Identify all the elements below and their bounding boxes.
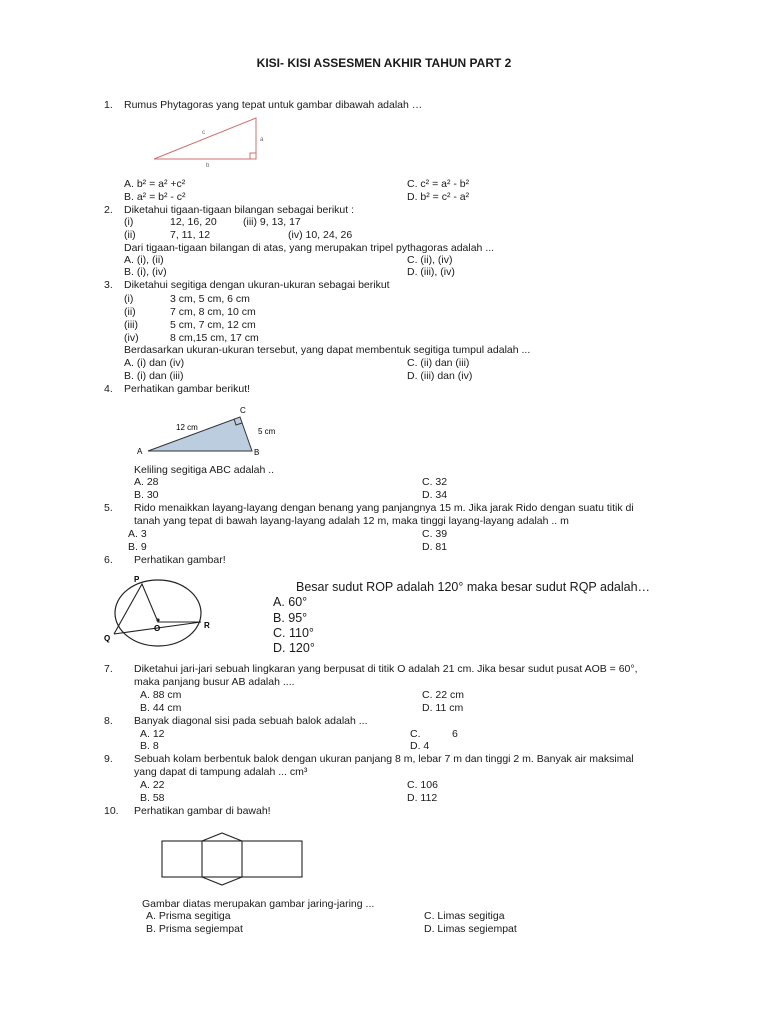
option-d: D. b² = c² - a² (407, 191, 470, 203)
item-label: (iv) (124, 332, 139, 344)
option-c-value: 6 (452, 728, 458, 740)
question-text: Sebuah kolam berbentuk balok dengan ukuran panjang 8 m, lebar 7 m dan tinggi 2 m. Banyak air maksimal (134, 753, 634, 765)
option-d: D. (iii) dan (iv) (407, 370, 473, 382)
option-b: B. 8 (140, 740, 159, 752)
right-triangle-figure (150, 115, 264, 169)
option-d: D. 11 cm (422, 702, 464, 714)
option-c: C. c² = a² - b² (407, 178, 470, 190)
question-text: tanah yang tepat di bawah layang-layang adalah 12 m, maka tinggi layang-layang adalah .. m (134, 515, 569, 527)
side-label-ac: 12 cm (176, 423, 198, 432)
item-label: (ii) (124, 306, 136, 318)
question-text: Gambar diatas merupakan gambar jaring-jaring ... (142, 898, 375, 910)
question-text: Perhatikan gambar berikut! (124, 383, 251, 395)
option-b: B. Prisma segiempat (146, 923, 243, 935)
vertex-label-b: B (254, 448, 260, 457)
option-c: C. (ii), (iv) (407, 254, 453, 266)
item: (iii) 9, 13, 17 (243, 216, 301, 228)
option-b: B. a² = b² - c² (124, 191, 186, 203)
option-d: D. 112 (407, 792, 438, 804)
side-label-cb: 5 cm (258, 427, 276, 436)
option-c: C. 110° (273, 626, 314, 640)
page-title: KISI- KISI ASSESMEN AKHIR TAHUN PART 2 (256, 56, 512, 70)
question-number: 9. (104, 753, 113, 765)
question-text: Dari tigaan-tigaan bilangan di atas, yang merupakan tripel pythagoras adalah ... (124, 242, 495, 254)
option-b: B. 9 (128, 541, 147, 553)
option-b: B. (i) dan (iii) (124, 370, 184, 382)
item-value: 7, 11, 12 (170, 229, 211, 241)
question-text: Diketahui jari-jari sebuah lingkaran yang berpusat di titik O adalah 21 cm. Jika besar sudut pusat AOB = 60°, (134, 663, 638, 675)
option-b: B. 58 (140, 792, 165, 804)
item-label: (i) (124, 293, 134, 305)
question-number: 8. (104, 715, 113, 727)
question-number: 6. (104, 554, 113, 566)
item: (iv) 10, 24, 26 (288, 229, 353, 241)
option-c: C. (ii) dan (iii) (407, 357, 470, 369)
option-c: C. Limas segitiga (424, 910, 505, 922)
question-text: Banyak diagonal sisi pada sebuah balok adalah ... (134, 715, 368, 727)
prism-net-figure (160, 832, 306, 886)
item-label: (ii) (124, 229, 136, 241)
option-d: D. 120° (273, 641, 315, 655)
option-a: A. 88 cm (140, 689, 182, 701)
option-b: B. 30 (134, 489, 159, 501)
vertex-label-c: C (240, 406, 246, 415)
question-text: Rido menaikkan layang-layang dengan benang yang panjangnya 15 m. Jika jarak Rido dengan suatu titik di (134, 502, 634, 514)
question-number: 3. (104, 279, 113, 291)
item-value: 7 cm, 8 cm, 10 cm (170, 306, 256, 318)
question-text: Rumus Phytagoras yang tepat untuk gambar dibawah adalah … (124, 99, 423, 111)
question-text: yang dapat di tampung adalah ... cm³ (134, 766, 308, 778)
item-value: 8 cm,15 cm, 17 cm (170, 332, 259, 344)
question-text: Keliling segitiga ABC adalah .. (134, 464, 275, 476)
circle-angle-figure (104, 574, 216, 648)
item-label: (i) (124, 216, 134, 228)
question-text: Besar sudut ROP adalah 120° maka besar sudut RQP adalah… (296, 580, 651, 594)
side-label-b: b (206, 163, 210, 169)
option-c: C. 32 (422, 476, 448, 488)
option-a: A. 22 (140, 779, 165, 791)
option-a: A. 28 (134, 476, 159, 488)
side-label-c: c (202, 130, 205, 136)
option-b: B. (i), (iv) (124, 266, 167, 278)
option-b: B. 44 cm (140, 702, 182, 714)
option-a: A. 60° (273, 595, 308, 609)
option-a: A. 3 (128, 528, 147, 540)
option-a: A. Prisma segitiga (146, 910, 231, 922)
item-value: 3 cm, 5 cm, 6 cm (170, 293, 250, 305)
option-a: A. (i) dan (iv) (124, 357, 185, 369)
option-a: A. (i), (ii) (124, 254, 164, 266)
item-value: 5 cm, 7 cm, 12 cm (170, 319, 256, 331)
point-label-o: O (154, 624, 161, 633)
option-c: C. 22 cm (422, 689, 465, 701)
option-d: D. 4 (410, 740, 430, 752)
question-number: 5. (104, 502, 113, 514)
item-label: (iii) (124, 319, 138, 331)
question-text: Berdasarkan ukuran-ukuran tersebut, yang dapat membentuk segitiga tumpul adalah ... (124, 344, 531, 356)
option-a: A. b² = a² +c² (124, 178, 186, 190)
option-d: D. 34 (422, 489, 448, 501)
question-number: 7. (104, 663, 113, 675)
question-number: 1. (104, 99, 113, 111)
option-c: C. 39 (422, 528, 448, 540)
point-label-q: Q (104, 634, 111, 643)
point-label-p: P (134, 575, 140, 584)
question-text: Perhatikan gambar! (134, 554, 226, 566)
side-label-a: a (260, 137, 264, 143)
question-number: 4. (104, 383, 113, 395)
question-number: 10. (104, 805, 119, 817)
option-d: D. 81 (422, 541, 448, 553)
question-number: 2. (104, 204, 113, 216)
point-label-r: R (204, 621, 210, 630)
option-b: B. 95° (273, 611, 308, 625)
vertex-label-a: A (137, 447, 143, 456)
item-value: 12, 16, 20 (170, 216, 217, 228)
option-d: D. Limas segiempat (424, 923, 517, 935)
triangle-abc-figure (132, 404, 292, 458)
question-text: Diketahui segitiga dengan ukuran-ukuran sebagai berikut (124, 279, 390, 291)
question-text: Diketahui tigaan-tigaan bilangan sebagai berikut : (124, 204, 354, 216)
option-c: C. 106 (407, 779, 438, 791)
option-a: A. 12 (140, 728, 165, 740)
option-c: C. (410, 728, 421, 740)
question-text: maka panjang busur AB adalah .... (134, 676, 295, 688)
option-d: D. (iii), (iv) (407, 266, 455, 278)
question-text: Perhatikan gambar di bawah! (134, 805, 271, 817)
